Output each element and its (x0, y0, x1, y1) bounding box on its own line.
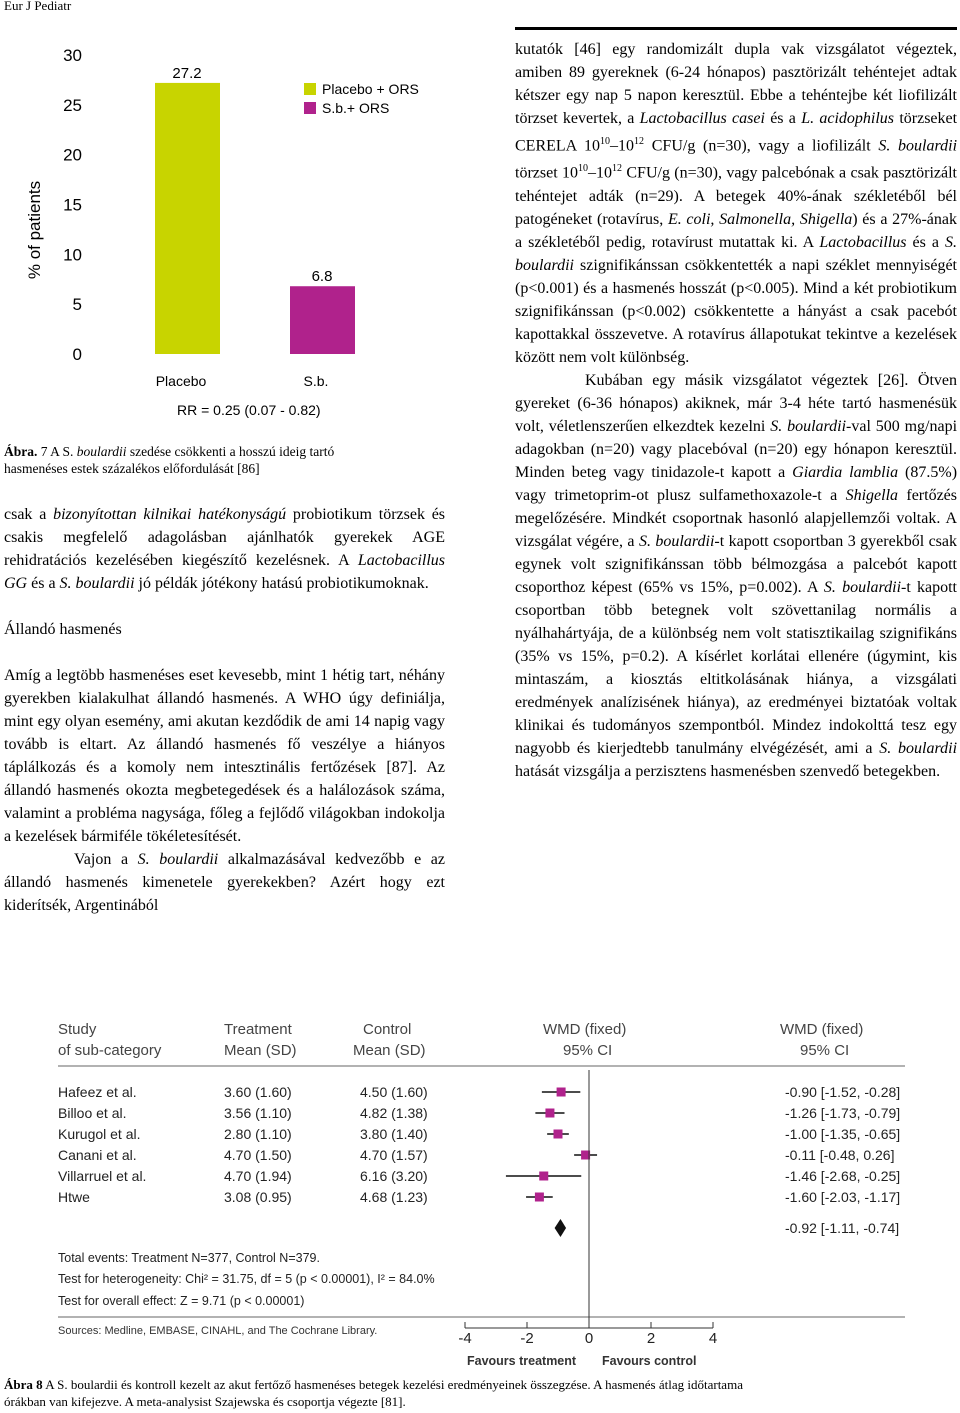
treatment-mean: 3.08 (0.95) (224, 1189, 292, 1205)
y-tick-label: 15 (63, 195, 82, 215)
wmd-ci-value: -1.00 [-1.35, -0.65] (785, 1126, 901, 1142)
x-tick-label: -2 (520, 1330, 534, 1347)
x-tick-label: -4 (458, 1330, 472, 1347)
wmd-ci-value: -1.60 [-2.03, -1.17] (785, 1189, 901, 1205)
treatment-mean: 3.56 (1.10) (224, 1105, 292, 1121)
header-ci-right: 95% CI (800, 1042, 850, 1059)
study-name: Kurugol et al. (58, 1126, 141, 1142)
effect-square (535, 1193, 544, 1202)
legend-swatch-sb (304, 102, 316, 114)
study-name: Htwe (58, 1189, 90, 1205)
fig8-caption-label: Ábra 8 (4, 1377, 43, 1392)
journal-header: Eur J Pediatr (4, 0, 72, 13)
fig8-caption: Ábra 8 A S. boulardii és kontroll kezelt az akut fertőző hasmenéses betegek kezelési eredményeinek összegzése. A hasmenés átlag időtartama órákban van kifejezve. A meta-analysist Szajewska és csoportja végezte [81]. (4, 1377, 743, 1409)
legend-label-sb: S.b.+ ORS (322, 100, 390, 116)
study-name: Canani et al. (58, 1147, 137, 1163)
rr-annotation: RR = 0.25 (0.07 - 0.82) (177, 402, 321, 418)
study-name: Billoo et al. (58, 1105, 127, 1121)
total-diamond (555, 1219, 566, 1237)
y-tick-label: 10 (63, 245, 82, 265)
x-tick-label: 0 (584, 1330, 594, 1347)
y-axis-label: % of patients (25, 180, 44, 280)
header-rule (515, 27, 957, 30)
y-tick-label: 25 (63, 95, 82, 115)
legend-swatch-placebo (304, 83, 316, 95)
paragraph-probiotics: csak a bizonyítottan kilnikai hatékonyságú probiotikum törzsek és csakis megfelelő adagolásban ajánlhatók gyerekek AGE rehidratációs kezelésében kiegészítő kezelésnek. A Lactobacillus GG és a S. boulardii jó példák jótékony hatású probiotikumoknak. (4, 506, 446, 592)
y-tick-label: 30 (63, 46, 82, 65)
study-name: Hafeez et al. (58, 1084, 137, 1100)
bar-placebo (155, 83, 220, 354)
fig8-forest-plot (0, 1010, 960, 1370)
header-treatment: Treatment (224, 1021, 292, 1038)
overall-effect-test: Test for overall effect: Z = 9.71 (p < 0.00001) (58, 1294, 305, 1308)
study-name: Villarruel et al. (58, 1168, 147, 1184)
legend-label-placebo: Placebo + ORS (322, 81, 419, 97)
bar-value-label: 27.2 (172, 64, 202, 82)
total-wmd-ci: -0.92 [-1.11, -0.74] (785, 1220, 900, 1236)
left-column (4, 503, 445, 917)
heterogeneity-test: Test for heterogeneity: Chi² = 31.75, df = 5 (p < 0.00001), I² = 84.0% (58, 1272, 435, 1286)
wmd-ci-value: -1.26 [-1.73, -0.79] (785, 1105, 901, 1121)
wmd-ci-value: -1.46 [-2.68, -0.25] (785, 1168, 901, 1184)
control-mean: 4.68 (1.23) (360, 1189, 428, 1205)
y-tick-label: 20 (63, 145, 82, 165)
sources-note: Sources: Medline, EMBASE, CINAHL, and The Cochrane Library. (58, 1325, 378, 1337)
header-control-mean: Mean (SD) (353, 1042, 426, 1059)
x-tick-label: 2 (646, 1330, 656, 1347)
treatment-mean: 3.60 (1.60) (224, 1084, 292, 1100)
y-tick-label: 5 (72, 295, 82, 315)
effect-square (539, 1172, 548, 1181)
x-category-label: S.b. (303, 373, 329, 389)
control-mean: 6.16 (3.20) (360, 1168, 428, 1184)
effect-square (557, 1088, 566, 1097)
paragraph-cuba: Kubában egy másik vizsgálatot végeztek [26]. Ötven gyereket (6-36 hónapos) akiknek, már 3-4 héte tartó hasmenésük volt, véletlenszerűen elkezdtek kezelni S. boulardii-val 500 mg/napi adagokban (n=20) vagy placebóval (n=20) egy hónapon keresztül. Minden beteg vagy tinidazole-t kapott a Giardia lamblia (87.5%) vagy trimetoprim-ot plusz sulfamethoxazole-t a Shigella fertőzés megelőzésére. Mindkét csoportnak hasonló alapjellemzői voltak. A vizsgálat végére, a S. boulardii-t kapott csoportban 3 gyerekből csak egynek volt szignifikánssan több bélmozgása a palcebót kapott csoporthoz képest (65% vs 15%, p=0.002). A S. boulardii-t kapott csoportban több betegnek volt szövettanilag normális a nyálhahártyája, de a különbség nem volt statisztikailag szignifikáns (35% vs 15%, p=0.2). A kísérlet korlátai ellenére (úgymint, kis mintaszám, a kiosztás eltitkolásának hiánya, a vizsgálati eredmények analízisének hiánya), az eredményei biztatóak voltak klinikai és tudományos szempontból. Mindez indokolttá tesz egy nagyobb és kierjedtebb tanulmány elvégézését, ami a S. boulardii hatását vizsgálja a perzisztens hasmenésben szenvedő betegekben. (515, 371, 958, 780)
paragraph-boulardii: Vajon a S. boulardii alkalmazásával kedvezőbb e az állandó hasmenés kimenetele gyerekekben? Azért hogy ezt kiderítsék, Argentinából (4, 851, 445, 914)
total-events: Total events: Treatment N=377, Control N=379. (58, 1251, 320, 1265)
header-treatment-mean: Mean (SD) (224, 1042, 297, 1059)
x-category-label: Placebo (155, 373, 207, 389)
wmd-ci-value: -0.90 [-1.52, -0.28] (785, 1084, 901, 1100)
header-wmd-right: WMD (fixed) (780, 1021, 864, 1038)
header-study: Study (58, 1021, 97, 1038)
header-subcategory: of sub-category (58, 1042, 162, 1059)
fig7-chart (0, 30, 470, 430)
fig7-caption: Ábra. 7 A S. boulardii szedése csökkenti a hosszú ideig tartó hasmenéses estek százalékos előfordulását [86] (4, 444, 335, 476)
effect-square (545, 1109, 554, 1118)
wmd-ci-value: -0.11 [-0.48, 0.26] (785, 1147, 895, 1163)
control-mean: 4.50 (1.60) (360, 1084, 428, 1100)
x-tick-label: 4 (708, 1330, 718, 1347)
section-heading: Állandó hasmenés (4, 621, 122, 638)
fig7-caption-label: Ábra. (4, 444, 38, 459)
bar-sb (290, 286, 355, 354)
treatment-mean: 4.70 (1.50) (224, 1147, 292, 1163)
control-mean: 4.70 (1.57) (360, 1147, 428, 1163)
header-control: Control (363, 1021, 412, 1038)
header-wmd: WMD (fixed) (543, 1021, 627, 1038)
favours-control: Favours control (602, 1354, 697, 1368)
effect-square (554, 1130, 563, 1139)
header-ci: 95% CI (563, 1042, 613, 1059)
paragraph-argentina: kutatók [46] egy randomizált dupla vak vizsgálatot végeztek, amiben 89 gyereknek (6-24 hónapos) pasztörizált tehéntejet adtak kétszer egy nap 5 napon keresztül. Ebbe a tehéntejbe két liofilizált törzset kevertek, a Lactobacillus casei és a L. acidophilus törzseket CERELA $10^{10}-10^{12}$ CFU/g (n=30), vagy a liofilizált S. boulardii törzset $10^{10}-10^{12}$ CFU/g (n=30), vagy palcebónak a csak pasztörizált tehéntejet adták (n=29). A betegek 40%-ának székletéből bél patogéneket (rotavírus, E. coli, Salmonella, Shigella) és a 27%-ának a székletéből pedig, rotavírust mutattak ki. A Lactobacillus és a S. boulardii szignifikánssan csökkentették a napi széklet mennyiségét (p<0.001) és a hasmenés hosszát (p<0.005). Mind a két probiotikum szignifikánssan (p<0.002) csökkentette a hányást a csak pacebót kapottakkal összevetve. A rotavírus állapotukat tekintve a kezelések között nem volt különbség. (515, 41, 958, 366)
y-tick-label: 0 (72, 345, 82, 364)
paragraph-persistent: Amíg a legtöbb hasmenéses eset kevesebb, mint 1 hétig tart, néhány gyerekben kialakulhat állandó hasmenés. A WHO úgy definiálja, mint egy olyan esemény, ami akutan kezdődik de ami 14 napig vagy tovább is eltart. Az állandó hasmenés fő veszélye a hiányos táplálkozás és a komoly nem intesztinális fertőzések [87]. Az állandó hasmenés okozta megbetegedések és a halálozások száma, valamint a probléma nagysága, főleg a fejlődő világokban indokolja a kezelések bármiféle tökéletesítését. (4, 667, 445, 845)
control-mean: 4.82 (1.38) (360, 1105, 428, 1121)
treatment-mean: 4.70 (1.94) (224, 1168, 292, 1184)
treatment-mean: 2.80 (1.10) (224, 1126, 292, 1142)
favours-treatment: Favours treatment (467, 1354, 577, 1368)
bar-value-label: 6.8 (311, 268, 333, 286)
control-mean: 3.80 (1.40) (360, 1126, 428, 1142)
right-column (515, 38, 957, 783)
